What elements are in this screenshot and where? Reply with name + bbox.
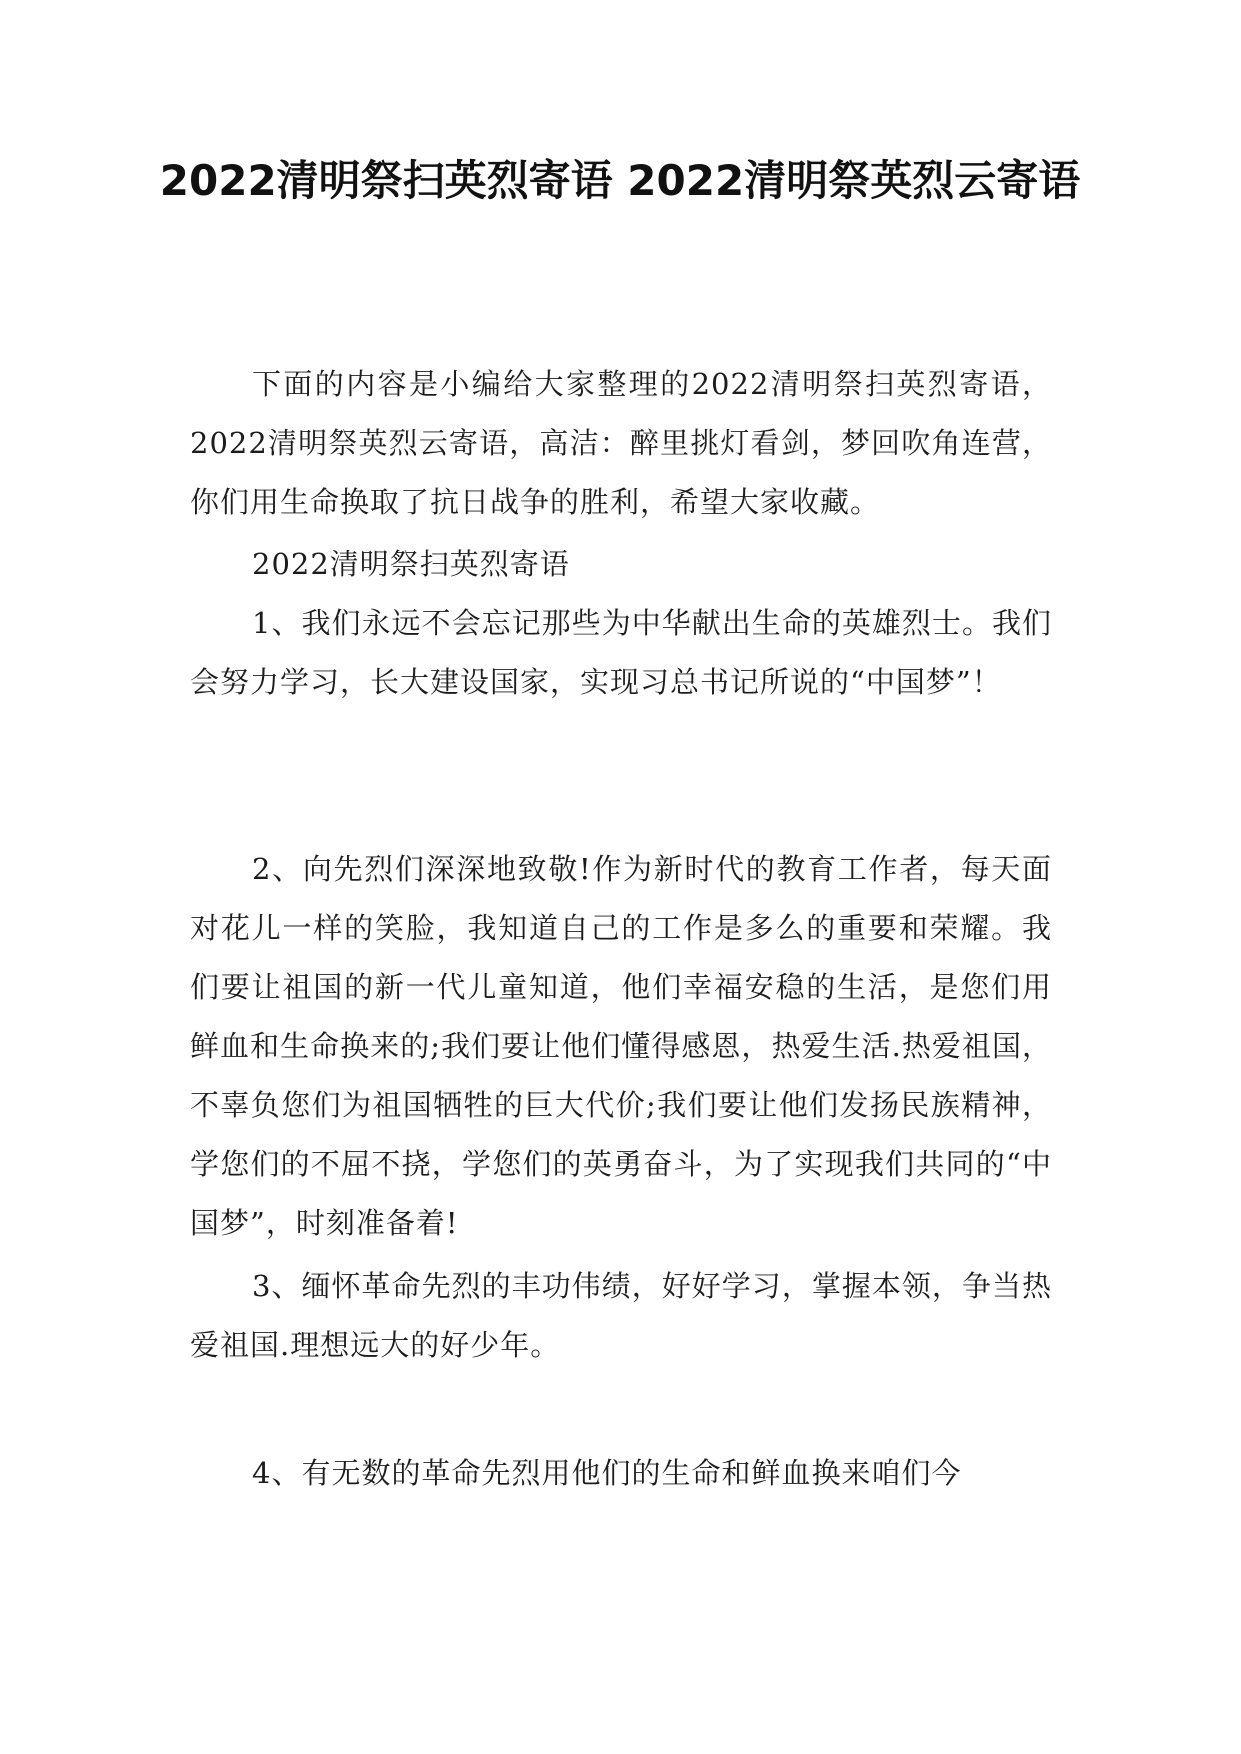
paragraph-3: 3、缅怀革命先烈的丰功伟绩，好好学习，掌握本领，争当热爱祖国.理想远大的好少年。 (190, 1269, 1052, 1362)
paragraph-4: 4、有无数的革命先烈用他们的生命和鲜血换来咱们今 (252, 1456, 962, 1490)
document-title: 2022清明祭扫英烈寄语 2022清明祭英烈云寄语 (159, 156, 1081, 205)
section-heading: 2022清明祭扫英烈寄语 (252, 547, 570, 581)
intro-paragraph: 下面的内容是小编给大家整理的2022清明祭扫英烈寄语，2022清明祭英烈云寄语，高洁：醉里挑灯看剑，梦回吹角连营，你们用生命换取了抗日战争的胜利，希望大家收藏。 (190, 367, 1052, 519)
paragraph-1: 1、我们永远不会忘记那些为中华献出生命的英雄烈士。我们会努力学习，长大建设国家，实现习总书记所说的“中国梦”！ (190, 606, 1052, 699)
paragraph-2: 2、向先烈们深深地致敬!作为新时代的教育工作者，每天面对花儿一样的笑脸，我知道自己的工作是多么的重要和荣耀。我们要让祖国的新一代儿童知道，他们幸福安稳的生活，是您们用鲜血和生命换来的;我们要让他们懂得感恩，热爱生活.热爱祖国，不辜负您们为祖国牺牲的巨大代价;我们要让他们发扬民族精神，学您们的不屈不挠，学您们的英勇奋斗，为了实现我们共同的“中国梦”，时刻准备着! (190, 852, 1052, 1240)
